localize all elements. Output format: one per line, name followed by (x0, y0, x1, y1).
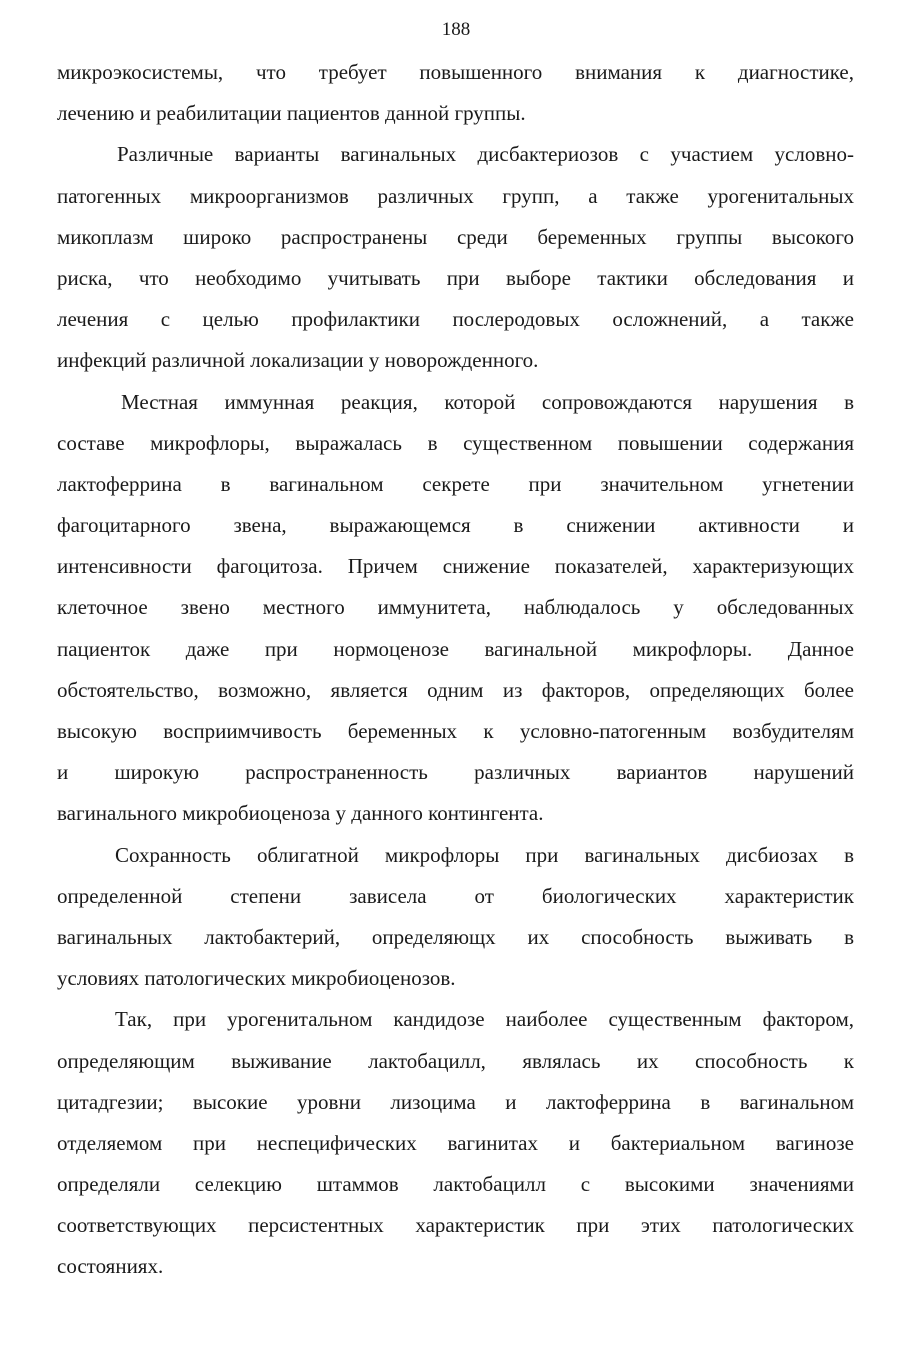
paragraph-4 (57, 841, 854, 1006)
text-line: Сохранность облигатной микрофлоры при вагинальных дисбиозах в (115, 842, 854, 867)
text-line: и широкую распространенность различных вариантов нарушений (57, 760, 854, 785)
text-line: патогенных микроорганизмов различных групп, а также урогенитальных (57, 183, 854, 208)
text-line: микоплазм широко распространены среди беременных группы высокого (57, 224, 854, 249)
text-line: отделяемом при неспецифических вагинитах и бактериальном вагинозе (57, 1130, 854, 1155)
text-line: лактоферрина в вагинальном секрете при значительном угнетении (57, 471, 854, 496)
paragraph-1 (57, 58, 854, 140)
text-line: цитадгезии; высокие уровни лизоцима и лактоферрина в вагинальном (57, 1089, 854, 1114)
paragraph-2 (57, 140, 854, 387)
text-line: микроэкосистемы, что требует повышенного внимания к диагностике, (57, 60, 854, 84)
text-line: Так, при урогенитальном кандидозе наиболее существенным фактором, (115, 1007, 854, 1032)
text-line: риска, что необходимо учитывать при выборе тактики обследования и (57, 265, 854, 290)
text-line: интенсивности фагоцитоза. Причем снижение показателей, характеризующих (57, 554, 854, 579)
text-line: определяющим выживание лактобацилл, являлась их способность к (57, 1048, 854, 1073)
text-line: Различные варианты вагинальных дисбактериозов с участием условно- (117, 142, 854, 167)
text-line: определяли селекцию штаммов лактобацилл с высокими значениями (57, 1172, 854, 1197)
text-line: обстоятельство, возможно, является одним из факторов, определяющих более (57, 677, 854, 702)
text-line: лечению и реабилитации пациентов данной группы. (57, 101, 526, 126)
text-line: вагинальных лактобактерий, определяющх их способность выживать в (57, 924, 854, 949)
text-line: Местная иммунная реакция, которой сопровождаются нарушения в (121, 389, 854, 414)
text-line: соответствующих персистентных характеристик при этих патологических (57, 1213, 854, 1238)
paragraph-3 (57, 388, 854, 841)
text-line: фагоцитарного звена, выражающемся в снижении активности и (57, 513, 854, 538)
text-line: инфекций различной локализации у новорожденного. (57, 348, 539, 373)
text-line: вагинального микробиоценоза у данного контингента. (57, 801, 544, 826)
body-text (57, 58, 854, 1294)
text-line: клеточное звено местного иммунитета, наблюдалось у обследованных (57, 595, 854, 620)
text-line: лечения с целью профилактики послеродовых осложнений, а также (57, 307, 854, 332)
text-line: пациенток даже при нормоценозе вагинальной микрофлоры. Данное (57, 636, 854, 661)
page-number: 188 (441, 19, 471, 40)
text-line: составе микрофлоры, выражалась в существенном повышении содержания (57, 430, 854, 455)
paragraph-5 (57, 1005, 854, 1293)
text-line: высокую восприимчивость беременных к условно-патогенным возбудителям (57, 719, 854, 743)
text-line: определенной степени зависела от биологических характеристик (57, 883, 854, 908)
text-line: условиях патологических микробиоценозов. (57, 966, 456, 991)
text-line: состояниях. (57, 1254, 164, 1279)
